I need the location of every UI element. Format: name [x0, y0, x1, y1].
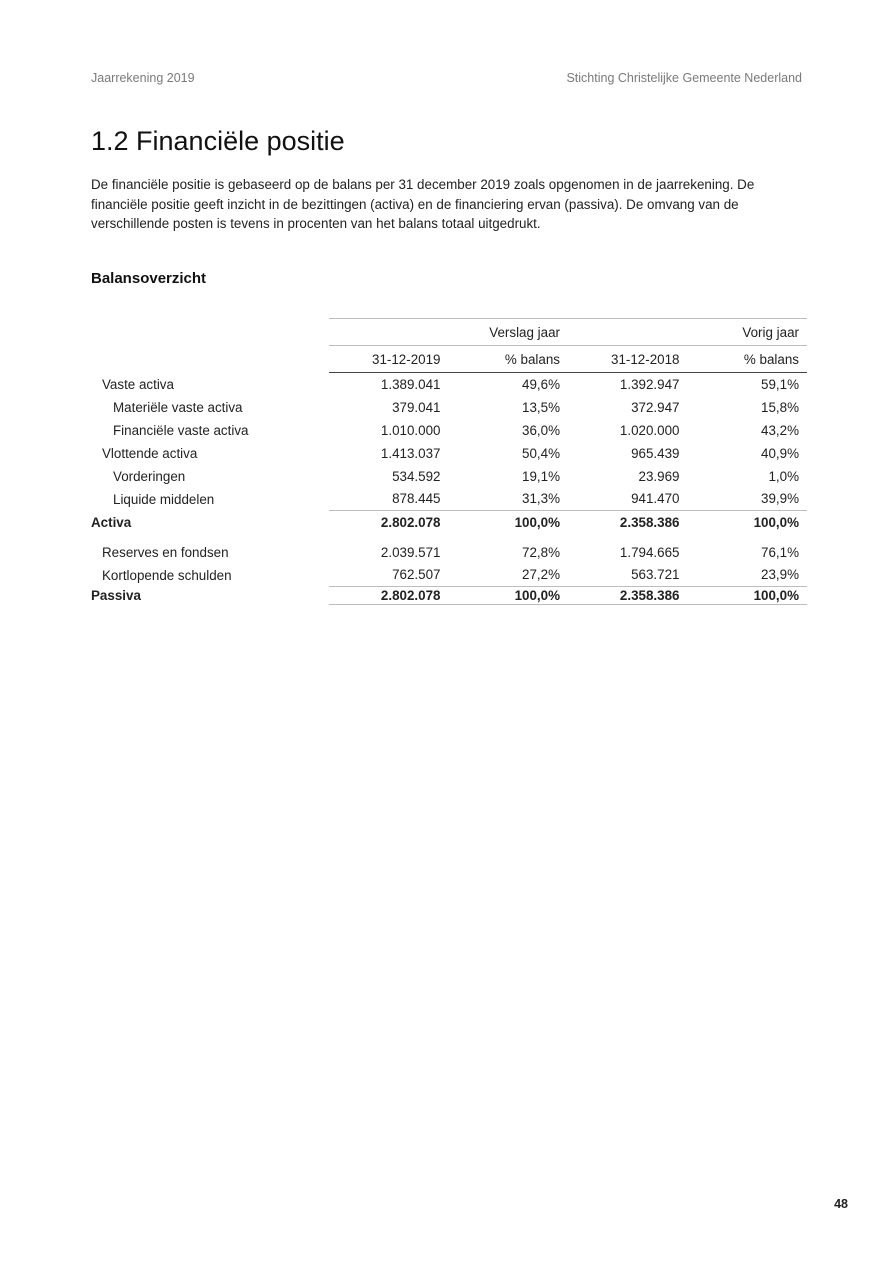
cell-value: 762.507: [392, 567, 441, 583]
column-header-pct-2019: % balans: [449, 346, 569, 373]
table-row: [91, 465, 807, 488]
spacer-row: [91, 534, 807, 541]
total-row-passiva: [91, 587, 807, 605]
header-empty-cell: [91, 319, 329, 346]
cell-percentage: 76,1%: [761, 544, 799, 560]
cell-percentage: 39,9%: [761, 491, 799, 507]
cell-percentage: 19,1%: [522, 468, 560, 484]
column-header-row: [91, 346, 807, 373]
cell-value: 563.721: [631, 567, 680, 583]
table-row: [91, 564, 807, 587]
cell-value: 1.794.665: [619, 544, 680, 560]
group-header-previous-year: Vorig jaar: [568, 319, 807, 346]
row-label: Financiële vaste activa: [113, 422, 249, 438]
cell-value: 965.439: [631, 445, 680, 461]
cell-percentage: 100,0%: [688, 587, 808, 605]
cell-value: 534.592: [392, 468, 441, 484]
table-row: [91, 541, 807, 564]
row-label: Vaste activa: [102, 376, 174, 392]
cell-value: 1.389.041: [380, 376, 441, 392]
cell-value: 379.041: [392, 399, 441, 415]
cell-percentage: 15,8%: [761, 399, 799, 415]
cell-percentage: 13,5%: [522, 399, 560, 415]
table-row: [91, 488, 807, 511]
cell-percentage: 40,9%: [761, 445, 799, 461]
column-header-date-2019: 31-12-2019: [329, 346, 449, 373]
table-row: [91, 442, 807, 465]
cell-value: 2.039.571: [380, 544, 441, 560]
cell-percentage: 1,0%: [768, 468, 799, 484]
table-row: [91, 373, 807, 396]
cell-percentage: 100,0%: [449, 511, 569, 534]
cell-value: 1.413.037: [380, 445, 441, 461]
cell-value: 372.947: [631, 399, 680, 415]
group-header-row: [91, 319, 807, 346]
row-label: Vorderingen: [113, 468, 186, 484]
cell-percentage: 43,2%: [761, 422, 799, 438]
cell-value: 23.969: [638, 468, 680, 484]
cell-percentage: 31,3%: [522, 491, 560, 507]
cell-percentage: 72,8%: [522, 544, 560, 560]
document-header-organization: Stichting Christelijke Gemeente Nederland: [566, 71, 802, 85]
cell-value: 1.010.000: [380, 422, 441, 438]
cell-percentage: 27,2%: [522, 567, 560, 583]
cell-value: 2.358.386: [568, 511, 688, 534]
cell-percentage: 100,0%: [688, 511, 808, 534]
cell-value: 1.392.947: [619, 376, 680, 392]
page-number: 48: [834, 1197, 848, 1211]
column-header-date-2018: 31-12-2018: [568, 346, 688, 373]
cell-percentage: 100,0%: [449, 587, 569, 605]
cell-percentage: 49,6%: [522, 376, 560, 392]
row-label: Activa: [91, 514, 132, 530]
table-row: [91, 419, 807, 442]
total-row-activa: [91, 511, 807, 534]
page-title: 1.2 Financiële positie: [91, 126, 345, 156]
document-header-title: Jaarrekening 2019: [91, 71, 195, 85]
cell-value: 2.802.078: [329, 511, 449, 534]
intro-paragraph: De financiële positie is gebaseerd op de balans per 31 december 2019 zoals opgenomen in de jaarrekening. De financiële positie geeft inzicht in de bezittingen (activa) en de financiering ervan (passiva). De omvang van de verschillende posten is tevens in procenten van het balans totaal uitgedrukt.: [91, 177, 755, 231]
row-label: Reserves en fondsen: [102, 544, 229, 560]
cell-percentage: 36,0%: [522, 422, 560, 438]
cell-value: 1.020.000: [619, 422, 680, 438]
row-label: Liquide middelen: [113, 491, 215, 507]
section-title: Balansoverzicht: [91, 270, 207, 287]
header-empty-cell: [91, 346, 329, 373]
cell-percentage: 23,9%: [761, 567, 799, 583]
row-label: Kortlopende schulden: [102, 567, 232, 583]
table-row: [91, 396, 807, 419]
cell-percentage: 59,1%: [761, 376, 799, 392]
cell-value: 878.445: [392, 491, 441, 507]
row-label: Vlottende activa: [102, 445, 198, 461]
row-label: Materiële vaste activa: [113, 399, 243, 415]
cell-value: 941.470: [631, 491, 680, 507]
row-label: Passiva: [91, 588, 141, 603]
cell-value: 2.358.386: [568, 587, 688, 605]
column-header-pct-2018: % balans: [688, 346, 808, 373]
group-header-current-year: Verslag jaar: [329, 319, 568, 346]
cell-percentage: 50,4%: [522, 445, 560, 461]
balance-table: [91, 318, 807, 605]
cell-value: 2.802.078: [329, 587, 449, 605]
